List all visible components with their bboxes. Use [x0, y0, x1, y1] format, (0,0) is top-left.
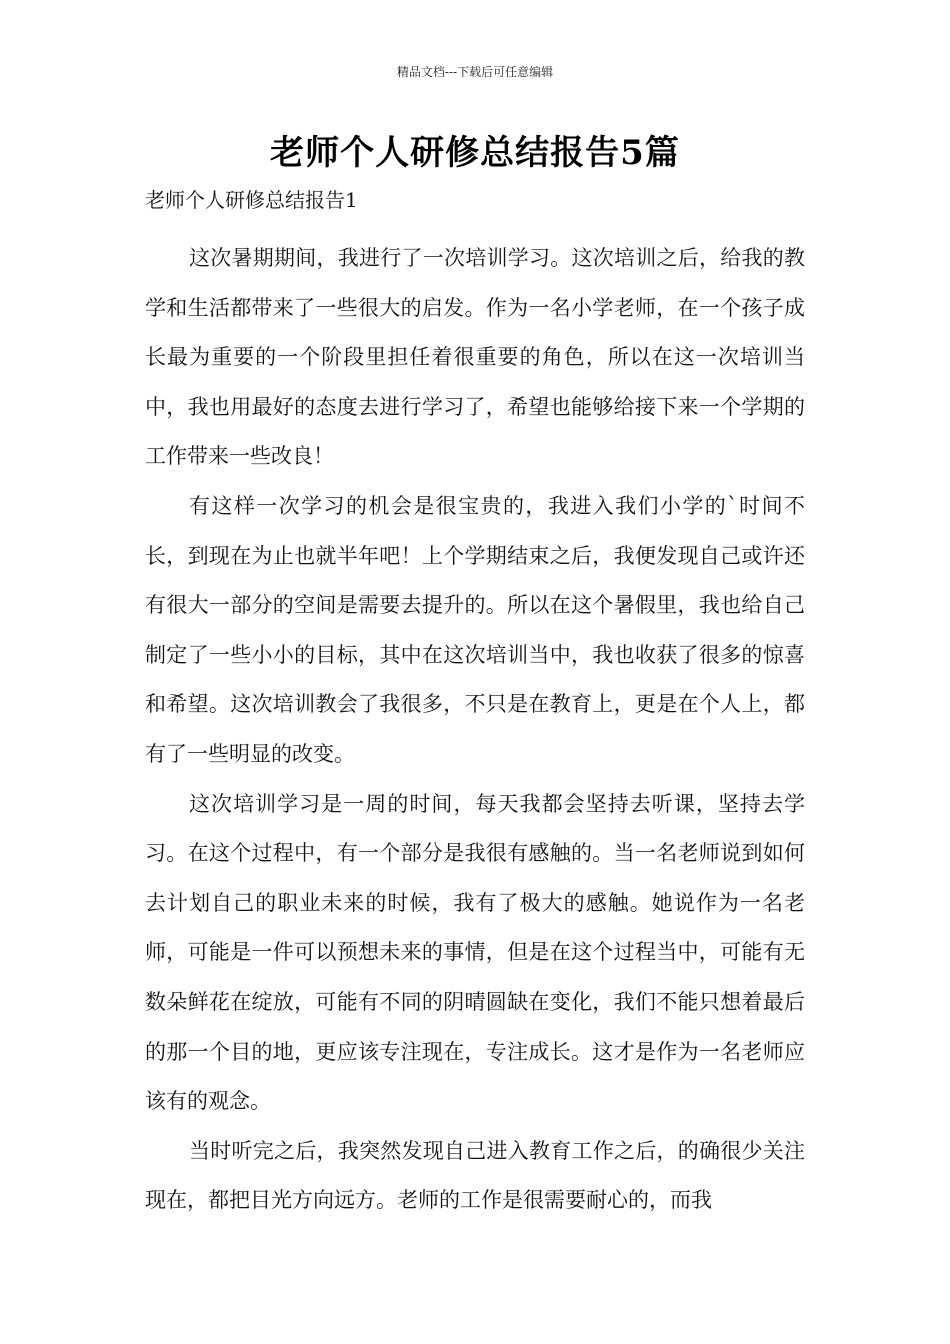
paragraph-3: 这次培训学习是一周的时间，每天我都会坚持去听课，坚持去学习。在这个过程中，有一个部分是我很有感触的。当一名老师说到如何去计划自己的职业未来的时候，我有了极大的感触。她说作为一名老师，可能是一件可以预想未来的事情，但是在这个过程当中，可能有无数朵鲜花在绽放，可能有不同的阴晴圆缺在变化，我们不能只想着最后的那一个目的地，更应该专注现在，专注成长。这才是作为一名老师应该有的观念。 [145, 791, 805, 1114]
document-title: 老师个人研修总结报告5篇 [270, 133, 680, 173]
paragraph-2: 有这样一次学习的机会是很宝贵的，我进入我们小学的`时间不长，到现在为止也就半年吧！上个学期结束之后，我便发现自己或许还有很大一部分的空间是需要去提升的。所以在这个暑假里，我也给自己制定了一些小小的目标，其中在这次培训当中，我也收获了很多的惊喜和希望。这次培训教会了我很多，不只是在教育上，更是在个人上，都有了一些明显的改变。 [145, 493, 805, 766]
body-text [145, 234, 805, 1226]
paragraph-4: 当时听完之后，我突然发现自己进入教育工作之后，的确很少关注现在，都把目光方向远方。老师的工作是很需要耐心的，而我 [145, 1138, 805, 1213]
section-heading: 老师个人研修总结报告1 [145, 188, 358, 212]
paragraph-1: 这次暑期期间，我进行了一次培训学习。这次培训之后，给我的教学和生活都带来了一些很大的启发。作为一名小学老师，在一个孩子成长最为重要的一个阶段里担任着很重要的角色，所以在这一次培训当中，我也用最好的态度去进行学习了，希望也能够给接下来一个学期的工作带来一些改良！ [145, 246, 805, 469]
header-note: 精品文档---下载后可任意编辑 [396, 65, 554, 79]
